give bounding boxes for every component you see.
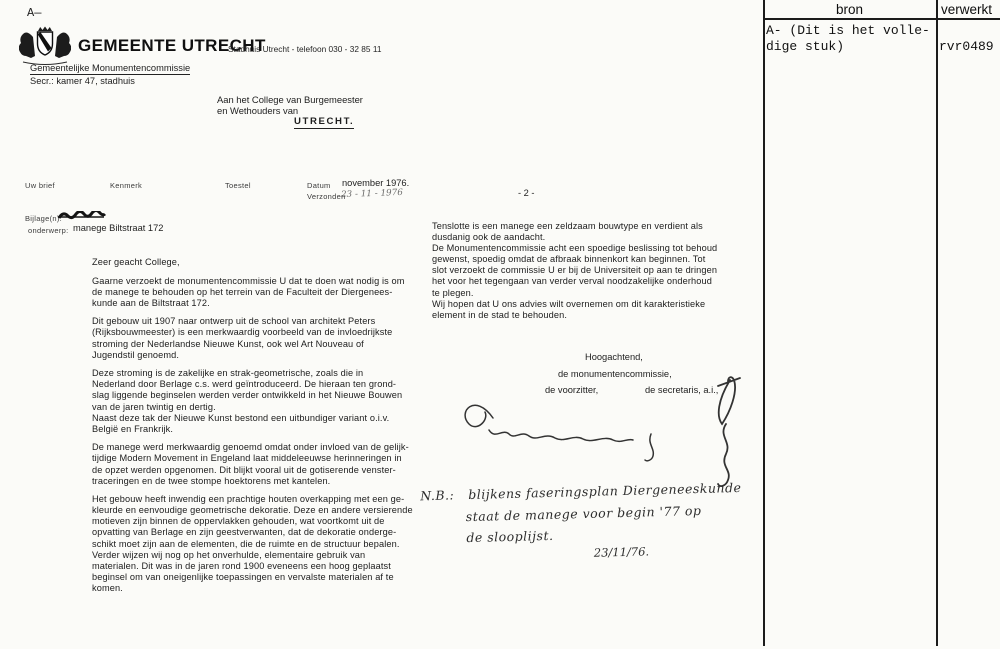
body-line: slot verzoekt de commissie U er bij de Universiteit op aan te dringen — [432, 265, 718, 276]
body-line: opvatting van Berlage en zijn geestverwanten, dat de dekoratie onderge- — [92, 527, 397, 538]
body-line: tijdige Modern Movement in Engeland laat middeleeuwse herinneringen in — [92, 453, 402, 464]
body-line: Verder wijzen wij nog op het onverhulde, elementaire gebruik van — [92, 549, 366, 560]
field-label-bijlagen: Bijlage(n): — [25, 214, 63, 223]
closing-committee: de monumentencommissie, — [558, 369, 672, 379]
note-prefix: N.B.: — [420, 487, 455, 504]
handwritten-note — [420, 479, 750, 560]
organization-name: GEMEENTE UTRECHT — [78, 36, 266, 55]
field-label-onderwerp: onderwerp: — [28, 226, 69, 235]
body-line: Naast deze tak der Nieuwe Kunst bestond een uitbundiger variant o.i.v. — [92, 412, 390, 423]
body-line: (Rijksbouwmeester) is een merkwaardig voorbeeld van de invloedrijkste — [92, 327, 393, 338]
paragraph-1 — [92, 276, 413, 309]
note-line-2: staat de manege voor begin '77 op — [465, 502, 702, 525]
body-line: de opzet werden opgenomen. Dit blijkt vooral uit de gotiserende venster- — [92, 464, 396, 475]
body-line: kleurde en eenvoudige geometrische dekoratie. Deze en andere versierende — [92, 505, 413, 516]
signature-secretary — [688, 372, 763, 492]
coat-of-arms-icon — [19, 25, 71, 65]
body-line: van de jaren twintig en dertig. — [92, 401, 216, 412]
letter-body-right-column — [432, 221, 717, 321]
commission-name: Gemeentelijke Monumentencommissie — [30, 63, 191, 73]
body-line: Deze stroming is de zakelijke en strak-geometrische, zoals die in — [92, 368, 364, 379]
body-line: slag liggende beginselen werden verder ontwikkeld in het Nieuwe Bouwen — [92, 390, 403, 401]
utrecht-coat-of-arms-logo — [19, 25, 71, 65]
note-line-1: blijkens faseringsplan Diergeneeskunde — [468, 479, 742, 503]
body-line: beginsel om van oneigenlijke toepassingen en vervalste materialen af te — [92, 571, 394, 582]
body-line: gewenst, spoedig omdat de afbraak binnenkort kan beginnen. Tot — [432, 254, 706, 265]
field-label-verzonden: Verzonden — [307, 192, 346, 201]
body-line: De Monumentencommissie acht een spoedige beslissing tot behoud — [432, 243, 718, 254]
sidebar-bron-value — [766, 23, 930, 55]
organization-contact: Stadhuis Utrecht - telefoon 030 - 32 85 11 — [228, 44, 382, 54]
sidebar-verwerkt-value: rvr0489 — [939, 39, 994, 54]
bron-value-line-1: A- (Dit is het volle- — [766, 23, 930, 38]
bron-value-line-2: dige stuk) — [766, 39, 845, 54]
field-value-onderwerp: manege Biltstraat 172 — [73, 223, 164, 233]
recipient-line-1: Aan het College van Burgemeester — [217, 94, 363, 105]
signature-chairman — [455, 390, 705, 465]
body-line: Dit gebouw uit 1907 naar ontwerp uit de school van architekt Peters — [92, 316, 376, 327]
note-line-3: de slooplijst. — [466, 527, 554, 546]
note-date: 23/11/76. — [593, 544, 650, 560]
handwritten-scribble — [57, 211, 107, 222]
body-line: materialen. Dit was in de jaren rond 1900 eveneens een hoog geplaatst — [92, 560, 391, 571]
body-line: Het gebouw heeft inwendig een prachtige houten overkapping met een ge- — [92, 494, 405, 505]
body-line: België en Frankrijk. — [92, 423, 174, 434]
field-label-kenmerk: Kenmerk — [110, 181, 143, 190]
body-line: dusdanig ook de aandacht. — [432, 232, 546, 243]
body-line: Nederland door Berlage c.s. werd geïntroduceerd. De hieraan ten grond- — [92, 379, 397, 390]
page-number: - 2 - — [518, 188, 535, 198]
sidebar-header-verwerkt: verwerkt — [941, 2, 993, 17]
sidebar-header-rule — [763, 18, 1000, 20]
letter-body-left-column — [92, 257, 413, 602]
body-line: stroming der Nederlandse Nieuwe Kunst, ook wel Art Nouveau of — [92, 338, 364, 349]
body-line: schikt moet zijn aan de elementen, die de ruimte en de structuur bepalen. — [92, 538, 400, 549]
body-line: komen. — [92, 582, 123, 593]
recipient-line-2: en Wethouders van — [217, 105, 299, 116]
archive-corner-mark: A— — [27, 6, 42, 20]
sidebar-header-bron: bron — [835, 2, 864, 17]
body-line: kunde aan de Biltstraat 172. — [92, 297, 210, 308]
body-line: de manege te behouden op het terrein van de Faculteit der Diergenees- — [92, 286, 393, 297]
field-label-datum: Datum — [307, 181, 331, 190]
body-line: De manege werd merkwaardig genoemd omdat onder invloed van de gelijk- — [92, 442, 409, 453]
field-label-uw-brief: Uw brief — [25, 181, 55, 190]
closing-salute: Hoogachtend, — [585, 352, 643, 362]
recipient-city: UTRECHT. — [294, 116, 355, 127]
handwritten-sent-date: 23 - 11 - 1976 — [340, 187, 404, 201]
paragraph-4 — [92, 442, 413, 486]
body-line: Jugendstil genoemd. — [92, 349, 180, 360]
secretariat-line: Secr.: kamer 47, stadhuis — [30, 76, 135, 86]
field-value-datum: november 1976. — [342, 178, 410, 188]
closing-chairman-title: de voorzitter, — [545, 385, 599, 395]
body-line: Tenslotte is een manege een zeldzaam bouwtype en verdient als — [432, 221, 703, 231]
body-line: traceringen en de twee stompe hoektorens met kantelen. — [92, 475, 331, 486]
paragraph-2 — [92, 316, 413, 360]
body-line: Zeer geacht College, — [92, 257, 180, 267]
body-line: Gaarne verzoekt de monumentencommissie U dat te doen wat nodig is om — [92, 275, 405, 286]
body-line: het voor het tegengaan van verder verval noodzakelijke onderhoud — [432, 276, 712, 287]
salutation-paragraph — [92, 257, 413, 268]
body-line: Wij hopen dat U ons advies wilt overnemen om dit karakteristieke — [432, 298, 706, 309]
field-label-toestel: Toestel — [225, 181, 251, 190]
closing-secretary-title: de secretaris, a.i., — [645, 385, 719, 395]
body-line: te plegen. — [432, 287, 474, 298]
paragraph-3 — [92, 368, 413, 435]
sidebar-middle-rule — [936, 0, 938, 646]
paragraph-5 — [92, 494, 413, 594]
body-line: element in de stad te behouden. — [432, 309, 567, 320]
sidebar-left-rule — [763, 0, 765, 646]
body-line: motieven zijn binnen de oppervlakken gehouden, wat voortkomt uit de — [92, 516, 385, 527]
